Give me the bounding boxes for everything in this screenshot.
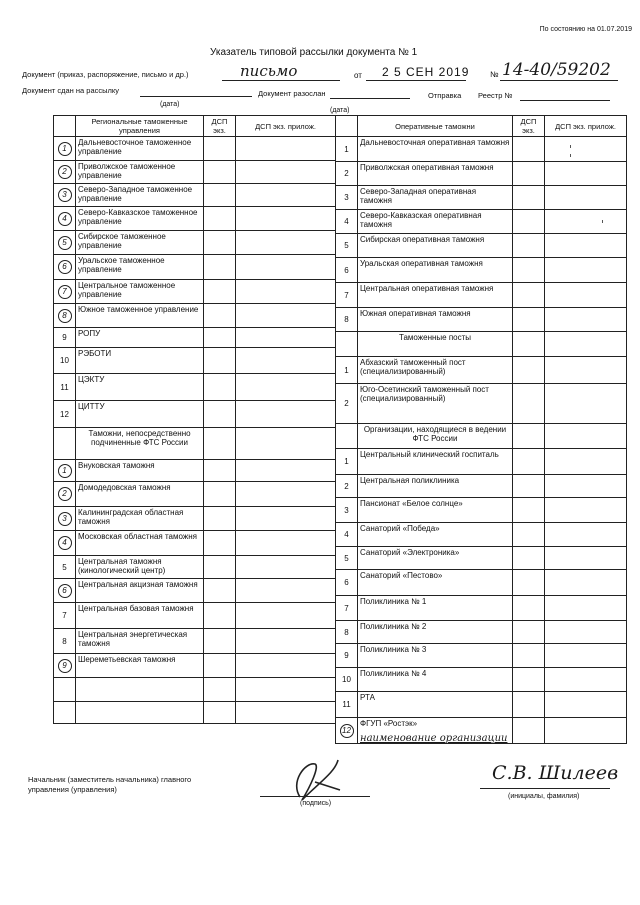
dsp-attach-cell: [236, 678, 336, 702]
right-table-row: [336, 547, 627, 570]
row-number: [336, 424, 358, 449]
row-name: Абхазский таможенный пост (специализированный): [358, 357, 513, 384]
row-number: [54, 428, 76, 460]
dsp-copies-cell: [513, 644, 545, 668]
right-table-row: [336, 644, 627, 668]
dsp-copies-cell: [204, 255, 236, 280]
row-number: [54, 184, 76, 207]
left-table-row: [54, 654, 336, 678]
dot-mark: [570, 145, 571, 148]
header-dsp-attach: ДСП экз. прилож.: [545, 116, 627, 137]
row-number: [54, 137, 76, 161]
header-name: Оперативные таможни: [358, 116, 513, 137]
header-dsp-copies: ДСП экз.: [513, 116, 545, 137]
disseminated-date-caption: (дата): [330, 107, 350, 114]
dsp-attach-cell: [545, 547, 627, 570]
date-stamp: 2 5 СЕН 2019: [382, 65, 470, 79]
row-number: [54, 654, 76, 678]
dsp-attach-cell: [236, 348, 336, 374]
row-name: РЭБОТИ: [76, 348, 204, 374]
right-table-row: [336, 137, 627, 162]
dsp-attach-cell: [236, 654, 336, 678]
row-name: Дальневосточное таможенное управление: [76, 137, 204, 161]
disseminated-underline: [330, 98, 410, 99]
dsp-attach-cell: [236, 603, 336, 629]
row-number: 3: [336, 186, 358, 210]
dsp-attach-cell: [545, 475, 627, 498]
dsp-attach-cell: [545, 258, 627, 283]
row-name: [76, 678, 204, 702]
right-table-row: [336, 449, 627, 475]
dsp-copies-cell: [204, 556, 236, 579]
row-number: 6: [336, 258, 358, 283]
dsp-copies-cell: [513, 668, 545, 692]
circled-mark: 9: [58, 659, 72, 673]
right-table-row: [336, 384, 627, 424]
circled-mark: 4: [58, 536, 72, 550]
circled-mark: 1: [58, 464, 72, 478]
disseminated-label: Документ разослан: [258, 89, 326, 98]
right-table-row: [336, 498, 627, 523]
dsp-copies-cell: [513, 283, 545, 308]
dsp-attach-cell: [236, 460, 336, 482]
date-from-label: от: [354, 71, 362, 80]
row-name: Калининградская областная таможня: [76, 507, 204, 531]
dsp-copies-cell: [204, 579, 236, 603]
dispatch-label: Отправка: [428, 91, 462, 100]
dsp-attach-cell: [545, 570, 627, 596]
dsp-copies-cell: [513, 162, 545, 186]
header-num-cell: [54, 116, 76, 137]
left-table-row: [54, 428, 336, 460]
dsp-copies-cell: [513, 547, 545, 570]
row-name: ЦИТТУ: [76, 401, 204, 428]
row-name: Организации, находящиеся в ведении ФТС России: [358, 424, 513, 449]
dsp-copies-cell: [204, 137, 236, 161]
row-name: Сибирская оперативная таможня: [358, 234, 513, 258]
left-table-row: [54, 401, 336, 428]
dsp-copies-cell: [513, 234, 545, 258]
row-name: РТА: [358, 692, 513, 718]
row-number: [54, 280, 76, 304]
row-number: [54, 161, 76, 184]
row-number: [54, 579, 76, 603]
circled-mark: 2: [58, 165, 72, 179]
circled-mark: 6: [58, 584, 72, 598]
right-table-row: [336, 668, 627, 692]
date-underline: [366, 80, 466, 81]
dsp-attach-cell: [545, 668, 627, 692]
row-number: 8: [336, 621, 358, 644]
row-number: 7: [336, 596, 358, 621]
row-number: 4: [336, 523, 358, 547]
signature: [280, 752, 350, 807]
dsp-copies-cell: [204, 702, 236, 724]
row-number: 5: [54, 556, 76, 579]
row-number: 2: [336, 162, 358, 186]
right-table-row: [336, 308, 627, 332]
dsp-attach-cell: [545, 424, 627, 449]
row-number: [54, 207, 76, 231]
dsp-attach-cell: [545, 523, 627, 547]
right-table-row: [336, 258, 627, 283]
row-name: Домодедовская таможня: [76, 482, 204, 507]
header-dsp-copies: ДСП экз.: [204, 116, 236, 137]
row-number: [54, 702, 76, 724]
dsp-attach-cell: [545, 332, 627, 357]
dsp-copies-cell: [513, 137, 545, 162]
row-number: [54, 304, 76, 328]
registry-label: Реестр №: [478, 91, 513, 100]
header-name: Региональные таможенные управления: [76, 116, 204, 137]
left-table-row: [54, 304, 336, 328]
dsp-copies-cell: [204, 348, 236, 374]
row-number: [54, 678, 76, 702]
dsp-attach-cell: [236, 507, 336, 531]
dsp-copies-cell: [204, 231, 236, 255]
row-number: 5: [336, 234, 358, 258]
left-table-row: [54, 207, 336, 231]
row-name: Поликлиника № 1: [358, 596, 513, 621]
left-table-row: [54, 328, 336, 348]
circled-mark: 5: [58, 236, 72, 250]
row-number: 9: [54, 328, 76, 348]
dsp-copies-cell: [204, 460, 236, 482]
left-table-row: [54, 161, 336, 184]
dsp-copies-cell: [204, 374, 236, 401]
dsp-copies-cell: [204, 603, 236, 629]
signature-line: [260, 796, 370, 797]
left-table-row: [54, 629, 336, 654]
right-table-row: [336, 210, 627, 234]
row-name: Приволжское таможенное управление: [76, 161, 204, 184]
dsp-attach-cell: [545, 308, 627, 332]
operational-customs-table: [335, 115, 627, 744]
row-name: Южное таможенное управление: [76, 304, 204, 328]
dsp-attach-cell: [545, 137, 627, 162]
row-number: 1: [336, 137, 358, 162]
number-underline: [500, 80, 618, 81]
left-table-row: [54, 460, 336, 482]
dsp-copies-cell: [513, 718, 545, 744]
row-number: 4: [336, 210, 358, 234]
row-number: [54, 531, 76, 556]
dsp-copies-cell: [204, 184, 236, 207]
circled-mark: 2: [58, 487, 72, 501]
row-name: Поликлиника № 4: [358, 668, 513, 692]
right-table-row: [336, 570, 627, 596]
row-number: 12: [54, 401, 76, 428]
dsp-copies-cell: [204, 507, 236, 531]
dsp-attach-cell: [236, 184, 336, 207]
row-number: 1: [336, 449, 358, 475]
right-table-row: [336, 186, 627, 210]
row-number: 8: [54, 629, 76, 654]
dsp-attach-cell: [236, 374, 336, 401]
dsp-attach-cell: [545, 644, 627, 668]
dsp-attach-cell: [545, 234, 627, 258]
right-table-row: [336, 162, 627, 186]
position-label: Начальник (заместитель начальника) главного управления (управления): [28, 775, 192, 794]
dsp-attach-cell: [236, 137, 336, 161]
dsp-copies-cell: [204, 678, 236, 702]
dsp-attach-cell: [545, 357, 627, 384]
dsp-copies-cell: [513, 258, 545, 283]
dsp-copies-cell: [204, 654, 236, 678]
dsp-copies-cell: [513, 210, 545, 234]
row-name: Внуковская таможня: [76, 460, 204, 482]
left-table-row: [54, 348, 336, 374]
row-name: Центральная поликлиника: [358, 475, 513, 498]
dsp-copies-cell: [513, 621, 545, 644]
dsp-copies-cell: [513, 449, 545, 475]
row-number: [54, 231, 76, 255]
dsp-copies-cell: [513, 332, 545, 357]
row-name: Центральная оперативная таможня: [358, 283, 513, 308]
row-name: ЦЭКТУ: [76, 374, 204, 401]
row-number: 7: [336, 283, 358, 308]
row-name: Дальневосточная оперативная таможня: [358, 137, 513, 162]
circled-mark: 3: [58, 512, 72, 526]
dsp-attach-cell: [236, 207, 336, 231]
circled-mark: 4: [58, 212, 72, 226]
dsp-attach-cell: [236, 702, 336, 724]
row-name: Северо-Западная оперативная таможня: [358, 186, 513, 210]
row-name: Юго-Осетинский таможенный пост (специализированный): [358, 384, 513, 424]
row-number: 3: [336, 498, 358, 523]
dsp-attach-cell: [545, 449, 627, 475]
dsp-copies-cell: [513, 357, 545, 384]
page-title: Указатель типовой рассылки документа № 1: [210, 47, 418, 58]
row-name: Таможни, непосредственно подчиненные ФТС России: [76, 428, 204, 460]
dsp-attach-cell: [236, 579, 336, 603]
number-label: №: [490, 70, 499, 79]
row-number: 7: [54, 603, 76, 629]
row-name: Санаторий «Электроника»: [358, 547, 513, 570]
dsp-copies-cell: [513, 692, 545, 718]
row-number: 6: [336, 570, 358, 596]
circled-mark: 7: [58, 285, 72, 299]
left-table-row: [54, 482, 336, 507]
row-number: 10: [336, 668, 358, 692]
initials-line: [480, 788, 610, 789]
document-type-value: письмо: [240, 62, 298, 80]
row-number: [54, 482, 76, 507]
row-name: Таможенные посты: [358, 332, 513, 357]
row-name: Уральское таможенное управление: [76, 255, 204, 280]
dsp-copies-cell: [204, 482, 236, 507]
row-number: 1: [336, 357, 358, 384]
row-number: 11: [336, 692, 358, 718]
row-name: Центральная энергетическая таможня: [76, 629, 204, 654]
dsp-attach-cell: [545, 718, 627, 744]
row-name: Московская областная таможня: [76, 531, 204, 556]
row-number: [54, 255, 76, 280]
dsp-attach-cell: [545, 692, 627, 718]
row-name: Приволжская оперативная таможня: [358, 162, 513, 186]
dsp-copies-cell: [513, 523, 545, 547]
dsp-attach-cell: [236, 255, 336, 280]
circled-mark: 1: [58, 142, 72, 156]
dsp-attach-cell: [545, 596, 627, 621]
dsp-attach-cell: [545, 186, 627, 210]
left-table-row: [54, 678, 336, 702]
right-table-row: [336, 621, 627, 644]
sent-date-caption: (дата): [160, 101, 180, 108]
dsp-attach-cell: [236, 428, 336, 460]
dsp-copies-cell: [204, 207, 236, 231]
right-table-row: [336, 475, 627, 498]
dsp-copies-cell: [204, 328, 236, 348]
dsp-copies-cell: [513, 424, 545, 449]
circled-mark: 3: [58, 188, 72, 202]
left-table-row: [54, 507, 336, 531]
dsp-copies-cell: [204, 161, 236, 184]
document-number: 14-40/59202: [502, 60, 611, 80]
right-table-row: [336, 357, 627, 384]
document-type-label: Документ (приказ, распоряжение, письмо и др.): [22, 70, 189, 79]
dsp-attach-cell: [236, 629, 336, 654]
row-number: [336, 332, 358, 357]
row-name: Сибирское таможенное управление: [76, 231, 204, 255]
dot-mark: [570, 154, 571, 157]
signature-caption: (подпись): [300, 800, 332, 807]
left-table-row: [54, 374, 336, 401]
row-number: [54, 460, 76, 482]
dsp-copies-cell: [204, 531, 236, 556]
dsp-copies-cell: [513, 596, 545, 621]
dsp-attach-cell: [236, 401, 336, 428]
row-name: [76, 702, 204, 724]
header-dsp-attach: ДСП экз. прилож.: [236, 116, 336, 137]
row-name: Северо-Кавказская оперативная таможня: [358, 210, 513, 234]
row-name: Поликлиника № 3: [358, 644, 513, 668]
initials-caption: (инициалы, фамилия): [508, 793, 580, 800]
row-name: Уральская оперативная таможня: [358, 258, 513, 283]
row-name: Санаторий «Пестово»: [358, 570, 513, 596]
row-number: 11: [54, 374, 76, 401]
dsp-copies-cell: [204, 401, 236, 428]
dsp-attach-cell: [236, 328, 336, 348]
dsp-copies-cell: [513, 570, 545, 596]
dsp-attach-cell: [545, 621, 627, 644]
left-table-row: [54, 531, 336, 556]
right-table-row: [336, 332, 627, 357]
row-name: РОПУ: [76, 328, 204, 348]
row-name: Пансионат «Белое солнце»: [358, 498, 513, 523]
row-name: Центральный клинический госпиталь: [358, 449, 513, 475]
row-number: 8: [336, 308, 358, 332]
dsp-attach-cell: [236, 304, 336, 328]
dsp-copies-cell: [204, 304, 236, 328]
dsp-attach-cell: [236, 531, 336, 556]
right-table-row: [336, 424, 627, 449]
left-table-row: [54, 280, 336, 304]
left-table-row: [54, 137, 336, 161]
row-name: Санаторий «Победа»: [358, 523, 513, 547]
left-table-row: [54, 255, 336, 280]
row-number: 2: [336, 475, 358, 498]
row-name: Центральная акцизная таможня: [76, 579, 204, 603]
right-table-row: [336, 596, 627, 621]
sent-label: Документ сдан на рассылку: [22, 86, 119, 95]
left-table-row: [54, 184, 336, 207]
row-number: 2: [336, 384, 358, 424]
dsp-copies-cell: [513, 308, 545, 332]
sent-underline: [140, 96, 252, 97]
right-table-row: [336, 234, 627, 258]
right-table-row: [336, 523, 627, 547]
circled-mark: 8: [58, 309, 72, 323]
dsp-copies-cell: [204, 629, 236, 654]
dot-mark: [602, 220, 603, 223]
row-number: [336, 718, 358, 744]
row-name: Поликлиника № 2: [358, 621, 513, 644]
left-table-row: [54, 702, 336, 724]
registry-underline: [520, 100, 610, 101]
dsp-attach-cell: [545, 162, 627, 186]
dsp-attach-cell: [236, 482, 336, 507]
right-table-row: [336, 692, 627, 718]
document-type-underline: [222, 80, 340, 81]
dsp-copies-cell: [513, 186, 545, 210]
dsp-attach-cell: [545, 210, 627, 234]
dsp-copies-cell: [513, 498, 545, 523]
row-number: 10: [54, 348, 76, 374]
dsp-attach-cell: [236, 280, 336, 304]
left-table-row: [54, 556, 336, 579]
row-name: Центральная базовая таможня: [76, 603, 204, 629]
row-name: Шереметьевская таможня: [76, 654, 204, 678]
circled-mark: 12: [340, 724, 354, 738]
row-name: Центральное таможенное управление: [76, 280, 204, 304]
dsp-attach-cell: [545, 498, 627, 523]
dsp-attach-cell: [545, 283, 627, 308]
dsp-copies-cell: [204, 280, 236, 304]
row-number: 9: [336, 644, 358, 668]
row-name: Северо-Кавказское таможенное управление: [76, 207, 204, 231]
row-number: [54, 507, 76, 531]
handwritten-organization-note: наименование организации: [360, 733, 508, 744]
row-name: ФГУП «Ростэк»: [358, 718, 513, 744]
row-name: Южная оперативная таможня: [358, 308, 513, 332]
dsp-copies-cell: [204, 428, 236, 460]
signer-initials-handwritten: С.В. Шилеев: [492, 762, 619, 784]
dsp-attach-cell: [236, 161, 336, 184]
circled-mark: 6: [58, 260, 72, 274]
dsp-attach-cell: [236, 231, 336, 255]
row-name: Северо-Западное таможенное управление: [76, 184, 204, 207]
left-table-row: [54, 231, 336, 255]
header-num-cell: [336, 116, 358, 137]
dsp-attach-cell: [236, 556, 336, 579]
row-number: 5: [336, 547, 358, 570]
left-table-row: [54, 579, 336, 603]
dsp-copies-cell: [513, 475, 545, 498]
corner-note: По состоянию на 01.07.2019: [539, 26, 632, 33]
left-table-row: [54, 603, 336, 629]
right-table-row: [336, 283, 627, 308]
row-name: Центральная таможня (кинологический центр): [76, 556, 204, 579]
dsp-attach-cell: [545, 384, 627, 424]
dsp-copies-cell: [513, 384, 545, 424]
regional-customs-table: [53, 115, 336, 724]
